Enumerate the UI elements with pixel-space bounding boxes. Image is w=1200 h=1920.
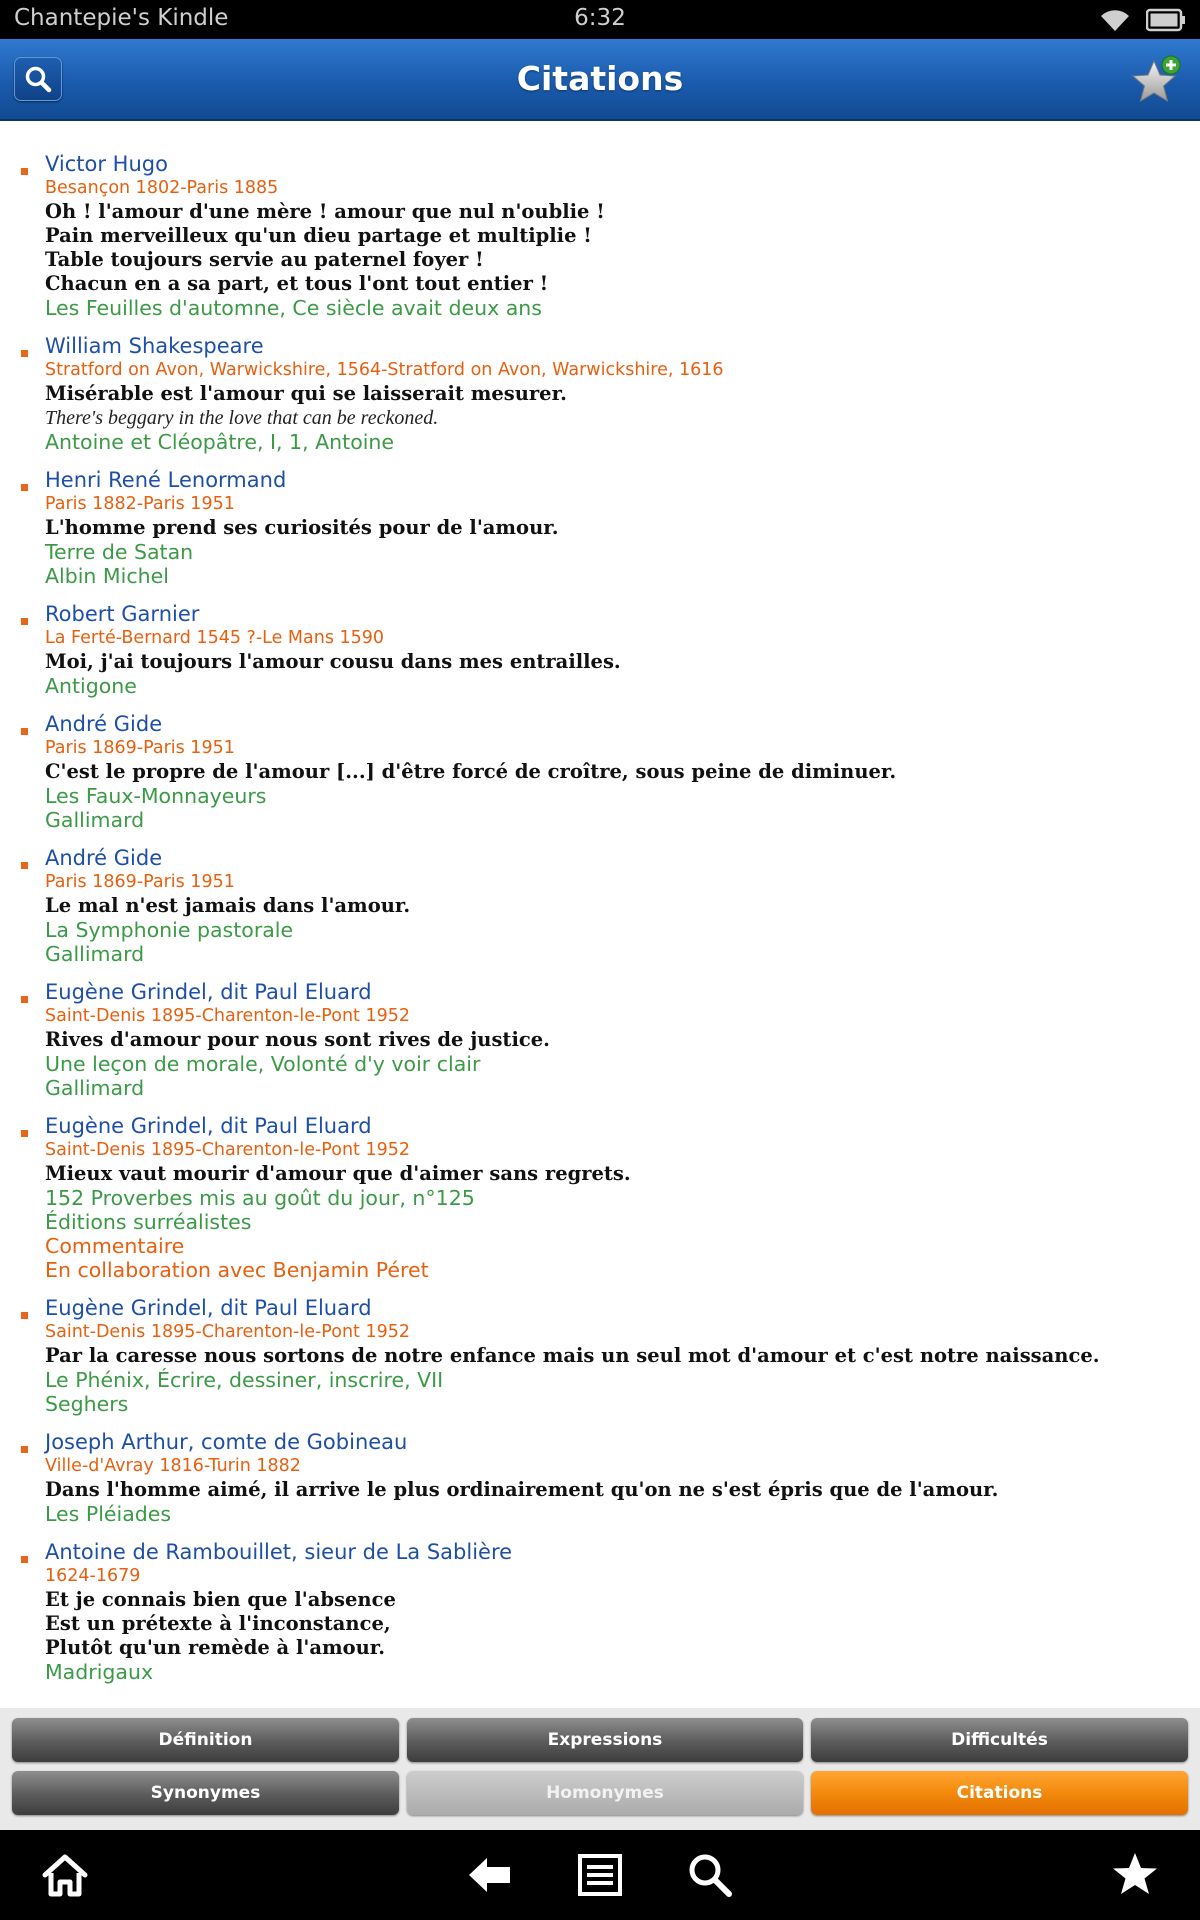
tab-expressions[interactable]: Expressions — [407, 1718, 803, 1762]
citation-author[interactable]: André Gide — [45, 846, 163, 870]
device-name: Chantepie's Kindle — [14, 5, 229, 31]
citation-entry — [0, 1296, 1200, 1416]
citation-dates: Saint-Denis 1895-Charenton-le-Pont 1952 — [45, 1006, 410, 1026]
star-add-icon — [1126, 51, 1186, 111]
citation-quote-line: Dans l'homme aimé, il arrive le plus ordinairement qu'on ne s'est épris que de l'amour. — [45, 1478, 999, 1501]
citation-author[interactable]: Eugène Grindel, dit Paul Eluard — [45, 1296, 372, 1320]
citation-author[interactable]: William Shakespeare — [45, 334, 264, 358]
search-icon[interactable] — [685, 1850, 735, 1900]
citation-entry — [0, 1114, 1200, 1282]
citation-entry — [0, 334, 1200, 454]
citation-publisher: Gallimard — [45, 808, 145, 832]
bullet — [21, 350, 28, 357]
citation-publisher: Gallimard — [45, 1076, 145, 1100]
citation-author[interactable]: Henri René Lenormand — [45, 468, 287, 492]
wifi-icon — [1098, 7, 1132, 33]
citation-author[interactable]: Eugène Grindel, dit Paul Eluard — [45, 980, 372, 1004]
status-bar — [0, 0, 1200, 39]
tab-definition[interactable]: Définition — [12, 1718, 399, 1762]
citation-dates: Besançon 1802-Paris 1885 — [45, 178, 279, 198]
citation-quote-line: Mieux vaut mourir d'amour que d'aimer sans regrets. — [45, 1162, 631, 1185]
citation-quote-line: Oh ! l'amour d'une mère ! amour que nul n'oublie ! — [45, 200, 605, 223]
clock: 6:32 — [574, 5, 626, 31]
bullet — [21, 862, 28, 869]
citation-quote-line: Chacun en a sa part, et tous l'ont tout entier ! — [45, 272, 549, 295]
citation-dates: Saint-Denis 1895-Charenton-le-Pont 1952 — [45, 1322, 410, 1342]
tab-homonymes: Homonymes — [407, 1771, 803, 1815]
citation-source: Madrigaux — [45, 1660, 154, 1684]
citation-author[interactable]: Eugène Grindel, dit Paul Eluard — [45, 1114, 372, 1138]
citation-quote-line: Le mal n'est jamais dans l'amour. — [45, 894, 411, 917]
back-arrow-icon[interactable] — [465, 1850, 515, 1900]
citation-dates: Saint-Denis 1895-Charenton-le-Pont 1952 — [45, 1140, 410, 1160]
citation-publisher: Éditions surréalistes — [45, 1210, 252, 1234]
section-tabs — [0, 1708, 1200, 1830]
citation-source: Antigone — [45, 674, 137, 698]
citation-entry — [0, 1430, 1200, 1526]
citation-source: Une leçon de morale, Volonté d'y voir clair — [45, 1052, 481, 1076]
bullet — [21, 996, 28, 1003]
bullet — [21, 1446, 28, 1453]
bullet — [21, 484, 28, 491]
citation-note: En collaboration avec Benjamin Péret — [45, 1258, 429, 1282]
citation-entry — [0, 980, 1200, 1100]
bullet — [21, 168, 28, 175]
bullet — [21, 728, 28, 735]
citation-quote-line: Par la caresse nous sortons de notre enfance mais un seul mot d'amour et c'est notre naissance. — [45, 1344, 1100, 1367]
citation-entry — [0, 712, 1200, 832]
citation-source: Les Pléiades — [45, 1502, 172, 1526]
citation-publisher: Albin Michel — [45, 564, 169, 588]
citation-author[interactable]: Victor Hugo — [45, 152, 168, 176]
citation-quote-line: Rives d'amour pour nous sont rives de justice. — [45, 1028, 550, 1051]
menu-icon[interactable] — [575, 1850, 625, 1900]
citation-source: Terre de Satan — [45, 540, 194, 564]
citation-source: 152 Proverbes mis au goût du jour, n°125 — [45, 1186, 475, 1210]
citation-quote-line: Pain merveilleux qu'un dieu partage et multiplie ! — [45, 224, 592, 247]
bottom-nav — [0, 1830, 1200, 1920]
citation-source: Les Faux-Monnayeurs — [45, 784, 267, 808]
citation-quote-line: Moi, j'ai toujours l'amour cousu dans mes entrailles. — [45, 650, 621, 673]
citation-publisher: Seghers — [45, 1392, 129, 1416]
citation-author[interactable]: André Gide — [45, 712, 163, 736]
citation-author[interactable]: Antoine de Rambouillet, sieur de La Sablière — [45, 1540, 513, 1564]
citation-quote-line: Et je connais bien que l'absence — [45, 1588, 396, 1611]
tab-synonymes[interactable]: Synonymes — [12, 1771, 399, 1815]
battery-icon — [1146, 8, 1186, 32]
citation-source: Le Phénix, Écrire, dessiner, inscrire, VII — [45, 1368, 444, 1392]
citations-list[interactable] — [0, 152, 1200, 1688]
citation-dates: Ville-d'Avray 1816-Turin 1882 — [45, 1456, 301, 1476]
home-icon[interactable] — [40, 1850, 90, 1900]
citation-entry — [0, 1540, 1200, 1684]
citation-dates: Paris 1882-Paris 1951 — [45, 494, 235, 514]
page-title: Citations — [516, 59, 684, 98]
bullet — [21, 1130, 28, 1137]
citation-entry — [0, 152, 1200, 320]
tab-difficultes[interactable]: Difficultés — [811, 1718, 1188, 1762]
add-favorite-button[interactable] — [1126, 51, 1186, 111]
citation-author[interactable]: Robert Garnier — [45, 602, 200, 626]
tab-citations[interactable]: Citations — [811, 1771, 1188, 1815]
app-header — [0, 39, 1200, 121]
citation-dates: Paris 1869-Paris 1951 — [45, 738, 235, 758]
citation-quote-line: L'homme prend ses curiosités pour de l'amour. — [45, 516, 559, 539]
bullet — [21, 1556, 28, 1563]
citation-original-text: There's beggary in the love that can be reckoned. — [45, 407, 439, 429]
citation-quote-line: C'est le propre de l'amour [...] d'être forcé de croître, sous peine de diminuer. — [45, 760, 897, 783]
citation-quote-line: Est un prétexte à l'inconstance, — [45, 1612, 391, 1635]
citation-note-label: Commentaire — [45, 1234, 185, 1258]
citation-source: La Symphonie pastorale — [45, 918, 294, 942]
bullet — [21, 1312, 28, 1319]
citation-dates: Stratford on Avon, Warwickshire, 1564-Stratford on Avon, Warwickshire, 1616 — [45, 360, 724, 380]
bullet — [21, 618, 28, 625]
citation-dates: Paris 1869-Paris 1951 — [45, 872, 235, 892]
citation-quote-line: Misérable est l'amour qui se laisserait mesurer. — [45, 382, 567, 405]
favorites-star-icon[interactable] — [1110, 1850, 1160, 1900]
citation-entry — [0, 468, 1200, 588]
citation-entry — [0, 602, 1200, 698]
citation-entry — [0, 846, 1200, 966]
citation-dates: La Ferté-Bernard 1545 ?-Le Mans 1590 — [45, 628, 385, 648]
citation-author[interactable]: Joseph Arthur, comte de Gobineau — [45, 1430, 408, 1454]
citation-quote-line: Table toujours servie au paternel foyer ! — [45, 248, 484, 271]
citation-source: Antoine et Cléopâtre, I, 1, Antoine — [45, 430, 395, 454]
citation-dates: 1624-1679 — [45, 1566, 141, 1586]
citation-quote-line: Plutôt qu'un remède à l'amour. — [45, 1636, 386, 1659]
citation-source: Les Feuilles d'automne, Ce siècle avait deux ans — [45, 296, 542, 320]
citation-publisher: Gallimard — [45, 942, 145, 966]
